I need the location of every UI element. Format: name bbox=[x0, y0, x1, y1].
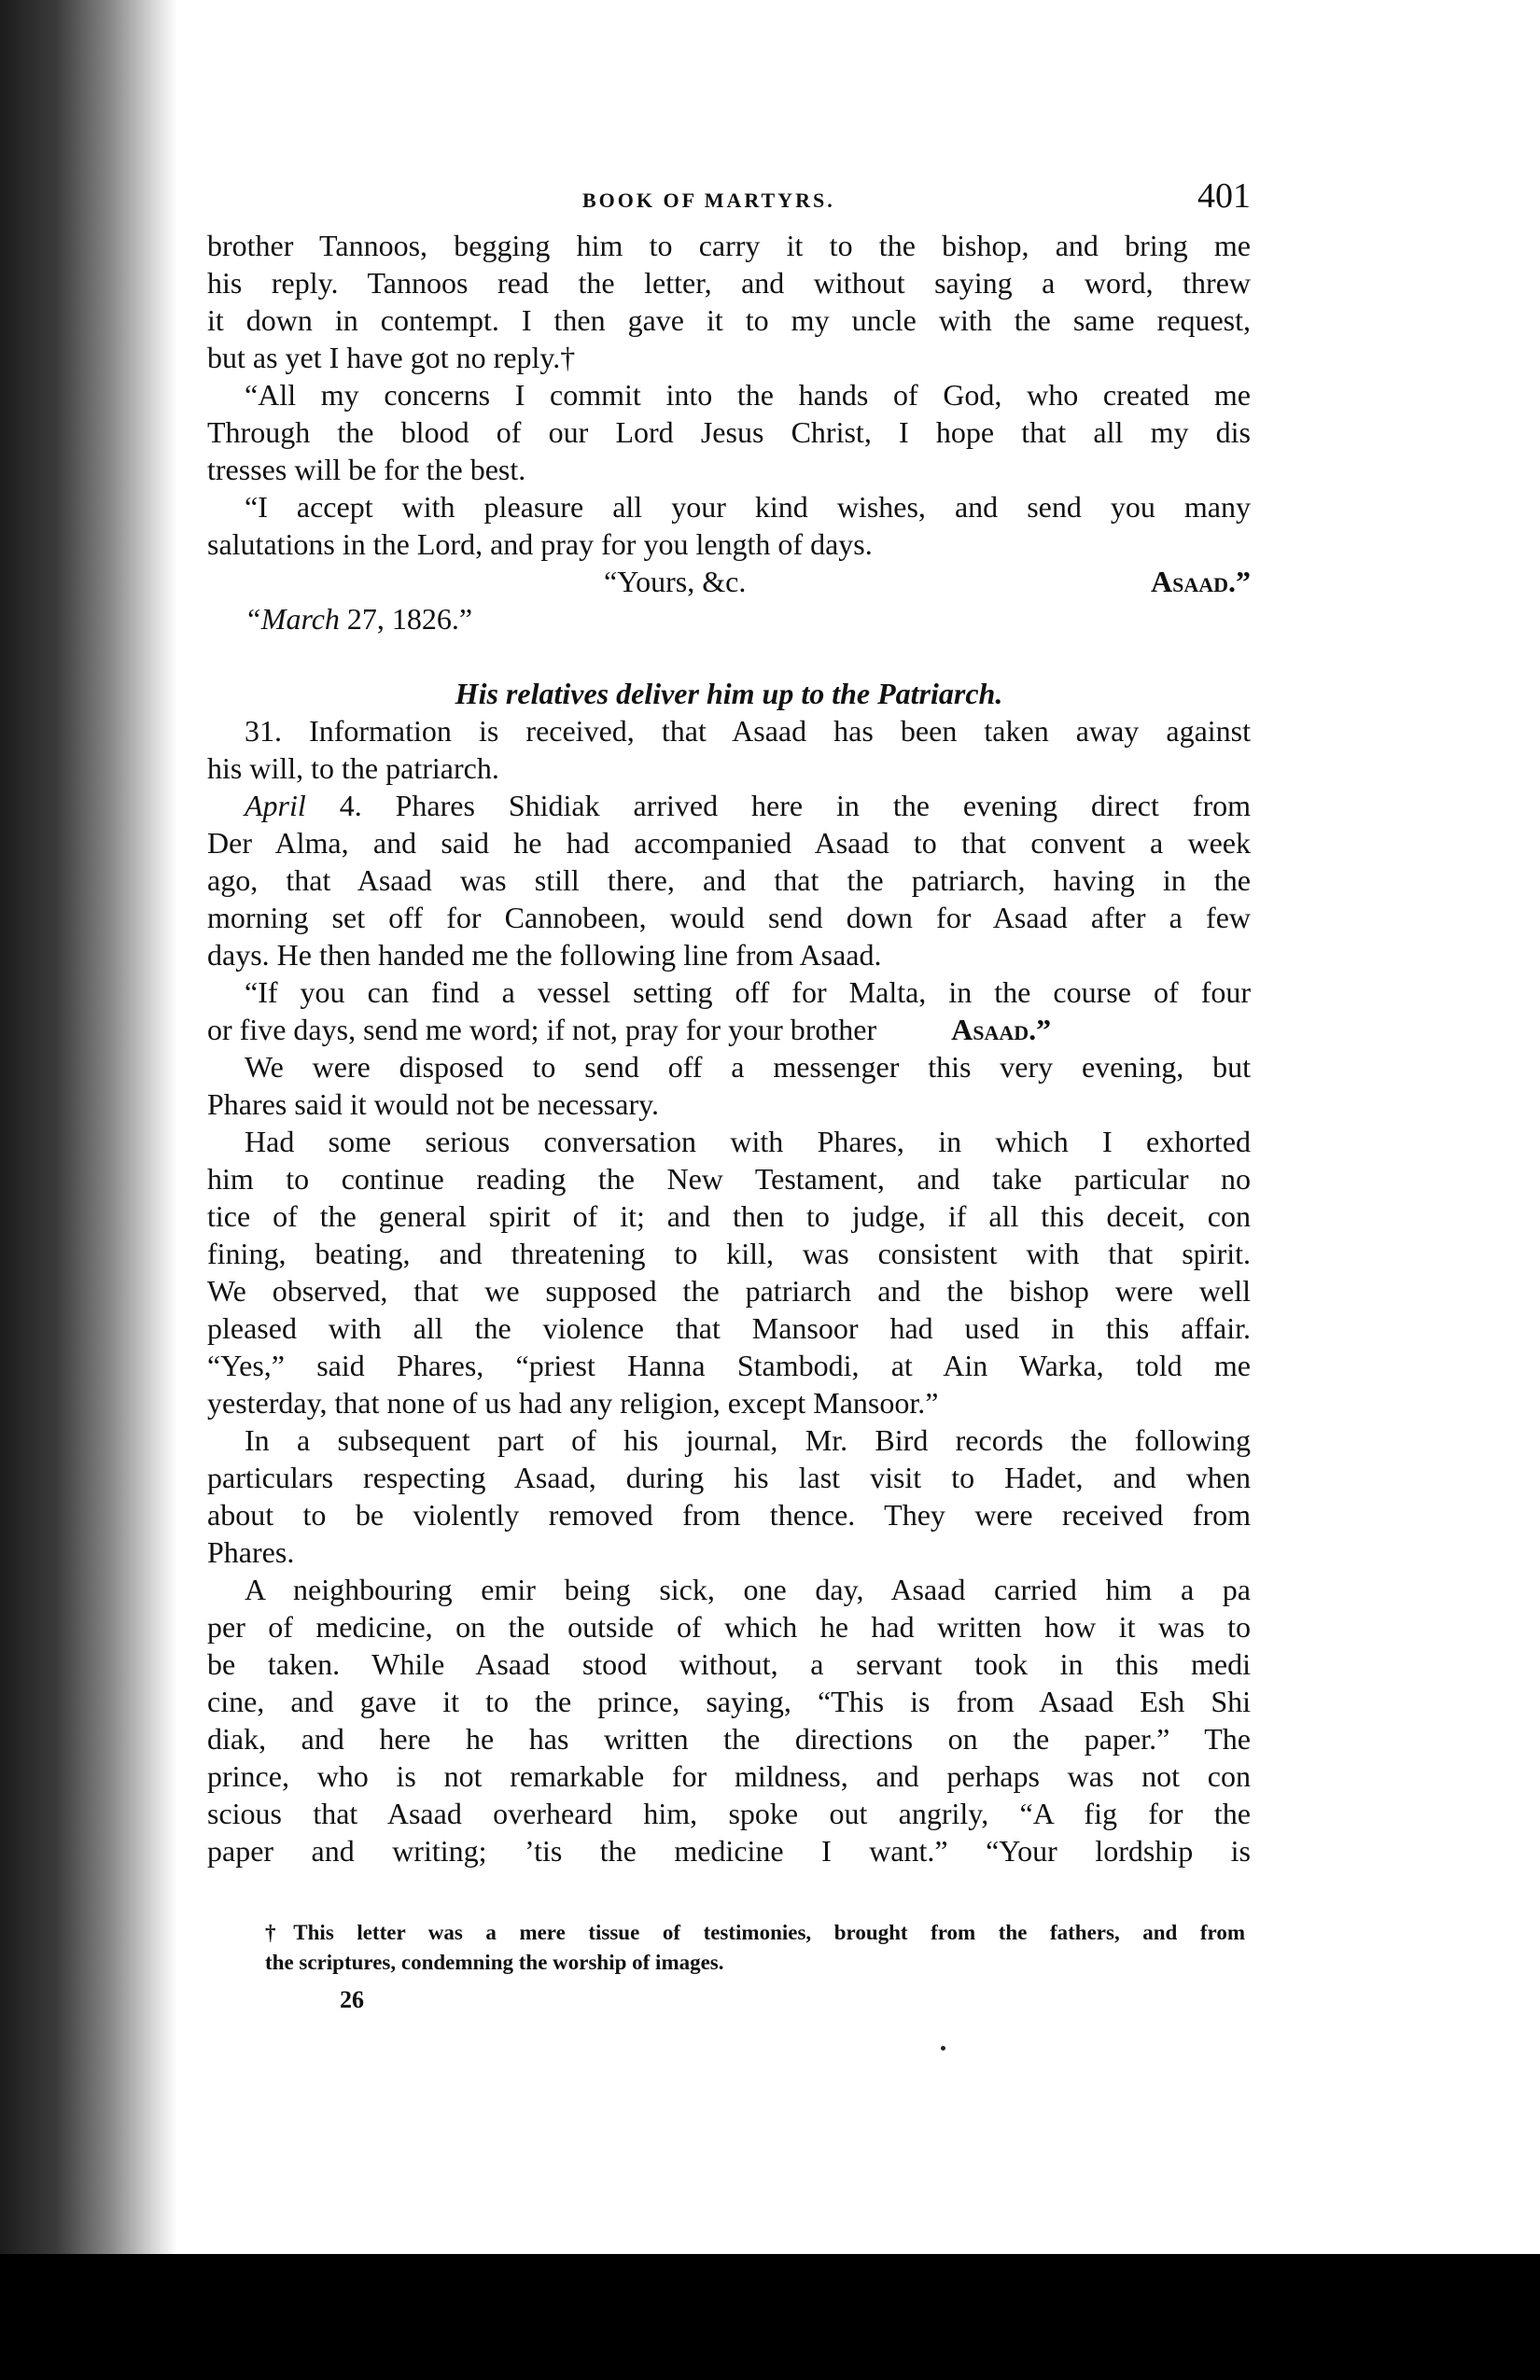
text-line: Phares said it would not be necessary. bbox=[207, 1087, 660, 1121]
text-line: diak, and here he has written the directions on the paper.” The bbox=[207, 1722, 1251, 1756]
text-line: Had some serious conversation with Phares, in which I exhorted bbox=[245, 1125, 1251, 1158]
text-line: “All my concerns I commit into the hands of God, who created me bbox=[245, 378, 1251, 412]
text-line: fining, beating, and threatening to kill, was consistent with that spirit. bbox=[207, 1237, 1251, 1270]
printer-signature-mark: 26 bbox=[340, 1986, 364, 2013]
text-line: yesterday, that none of us had any religion, except Mansoor.” bbox=[207, 1386, 939, 1420]
text-line: him to continue reading the New Testament, and take particular no bbox=[207, 1162, 1251, 1196]
text-line: cine, and gave it to the prince, saying, “This is from Asaad Esh Shi bbox=[207, 1685, 1251, 1718]
text-line: ago, that Asaad was still there, and that the patriarch, having in the bbox=[207, 863, 1251, 897]
text-line: pleased with all the violence that Mansoor had used in this affair. bbox=[207, 1311, 1251, 1345]
text-line: his will, to the patriarch. bbox=[207, 751, 499, 785]
text-line: prince, who is not remarkable for mildness, and perhaps was not con bbox=[207, 1759, 1251, 1793]
text-line: paper and writing; ’tis the medicine I want.” “Your lordship is bbox=[207, 1834, 1251, 1868]
text-line: Der Alma, and said he had accompanied Asaad to that convent a week bbox=[207, 826, 1251, 860]
text-line: days. He then handed me the following line from Asaad. bbox=[207, 938, 882, 972]
book-page bbox=[207, 0, 1251, 2249]
text-line: “Yes,” said Phares, “priest Hanna Stambodi, at Ain Warka, told me bbox=[207, 1349, 1251, 1382]
closing-salutation: “Yours, &c. bbox=[604, 565, 747, 598]
letter-signature: Asaad.” bbox=[951, 1013, 1052, 1046]
text-line: In a subsequent part of his journal, Mr. Bird records the following bbox=[245, 1423, 1251, 1457]
text-line: tresses will be for the best. bbox=[207, 453, 526, 486]
text-line: “I accept with pleasure all your kind wishes, and send you many bbox=[245, 490, 1251, 524]
text-fragment: or five days, send me word; if not, pray for your brother bbox=[207, 1013, 877, 1046]
text-line bbox=[207, 787, 1251, 824]
text-line: morning set off for Cannobeen, would send down for Asaad after a few bbox=[207, 901, 1251, 934]
letter-closing bbox=[207, 563, 1251, 600]
text-line: A neighbouring emir being sick, one day, Asaad carried him a pa bbox=[245, 1573, 1251, 1606]
text-line: about to be violently removed from thence. They were received from bbox=[207, 1498, 1251, 1532]
letter-date bbox=[207, 600, 1251, 637]
text-line: brother Tannoos, begging him to carry it to the bishop, and bring me bbox=[207, 229, 1251, 262]
text-line: per of medicine, on the outside of which he had written how it was to bbox=[207, 1610, 1251, 1644]
date-month: “March bbox=[245, 602, 340, 636]
text-line: 31. Information is received, that Asaad has been taken away against bbox=[245, 714, 1251, 748]
text-line: We observed, that we supposed the patriarch and the bishop were well bbox=[207, 1274, 1251, 1308]
text-line: particulars respecting Asaad, during his last visit to Hadet, and when bbox=[207, 1461, 1251, 1494]
page-header bbox=[207, 175, 1251, 220]
text-line: be taken. While Asaad stood without, a servant took in this medi bbox=[207, 1647, 1251, 1681]
closing-signature: Asaad.” bbox=[1150, 565, 1251, 598]
text-line bbox=[207, 1011, 1251, 1048]
body-text bbox=[207, 227, 1251, 1869]
scan-bottom-edge bbox=[0, 2254, 1540, 2380]
date-rest: 27, 1826.” bbox=[339, 602, 473, 636]
footnote bbox=[265, 1918, 1245, 1978]
text-line: but as yet I have got no reply.† bbox=[207, 341, 576, 374]
text-line: it down in contempt. I then gave it to my uncle with the same request, bbox=[207, 303, 1251, 337]
text-line: We were disposed to send off a messenger this very evening, but bbox=[245, 1050, 1251, 1084]
text-line: salutations in the Lord, and pray for you length of days. bbox=[207, 527, 873, 561]
text-line: Through the blood of our Lord Jesus Christ, I hope that all my dis bbox=[207, 415, 1251, 449]
date-april: April bbox=[245, 789, 306, 822]
text-line: his reply. Tannoos read the letter, and without saying a word, threw bbox=[207, 266, 1251, 300]
text-line: tice of the general spirit of it; and then to judge, if all this deceit, con bbox=[207, 1199, 1251, 1233]
stray-dot bbox=[941, 2046, 945, 2051]
scan-binding-edge bbox=[0, 0, 177, 2380]
date-rest: 4. Phares Shidiak arrived here in the evening direct from bbox=[305, 789, 1251, 822]
page-number: 401 bbox=[1197, 176, 1251, 216]
text-line: “If you can find a vessel setting off for Malta, in the course of four bbox=[245, 975, 1251, 1009]
text-line: scious that Asaad overheard him, spoke out angrily, “A fig for the bbox=[207, 1797, 1251, 1830]
text-line: Phares. bbox=[207, 1535, 295, 1569]
section-heading: His relatives deliver him up to the Patriarch. bbox=[455, 677, 1003, 710]
footnote-line: †This letter was a mere tissue of testimonies, brought from the fathers, and from bbox=[265, 1921, 1245, 1944]
running-head: BOOK OF MARTYRS. bbox=[582, 189, 835, 212]
footnote-line: the scriptures, condemning the worship of images. bbox=[265, 1951, 724, 1974]
